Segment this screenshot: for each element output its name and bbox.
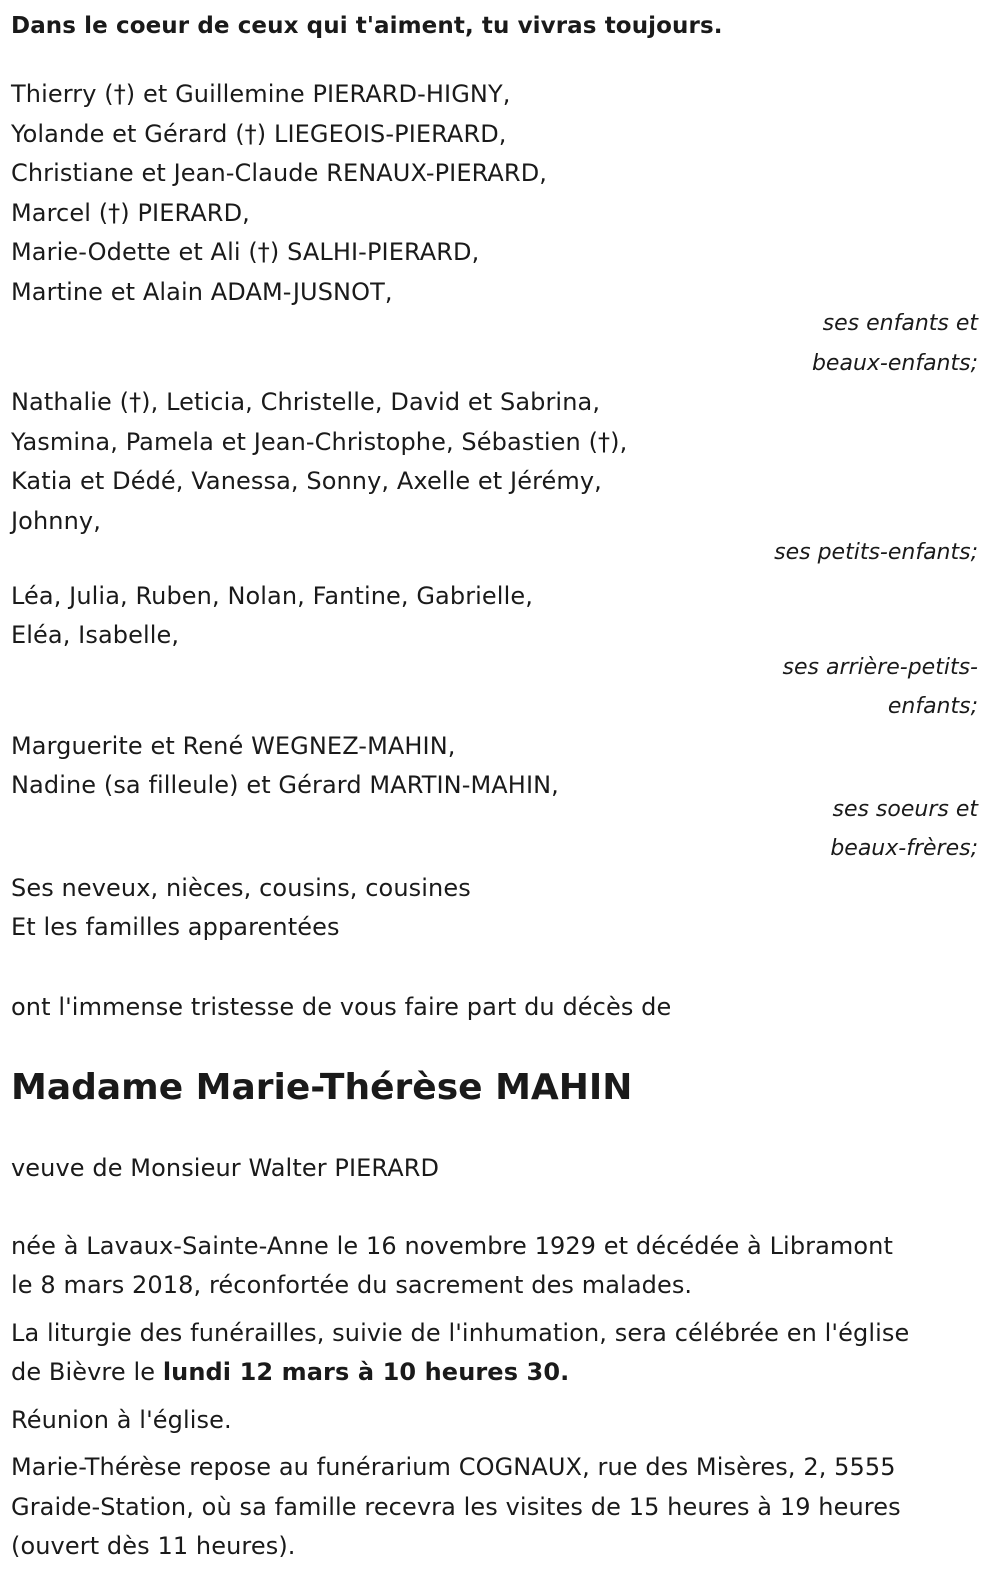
paragraph-line: La liturgie des funérailles, suivie de l'inhumation, sera célébrée en l'église xyxy=(11,1318,910,1347)
family-line: Yasmina, Pamela et Jean-Christophe, Sébastien (†), xyxy=(11,427,628,456)
paragraph-line: le 8 mars 2018, réconfortée du sacrement des malades. xyxy=(11,1271,693,1299)
relation-line: ses soeurs et xyxy=(832,796,978,822)
family-line: Nathalie (†), Leticia, Christelle, David et Sabrina, xyxy=(11,388,601,416)
funeral-paragraph xyxy=(11,1314,978,1393)
visitation-paragraph xyxy=(11,1448,978,1567)
funeral-date: lundi 12 mars à 10 heures 30. xyxy=(162,1358,570,1386)
family-line: Martine et Alain ADAM-JUSNOT, xyxy=(11,277,393,306)
relation-line: enfants; xyxy=(887,694,978,719)
meeting-text: Réunion à l'église. xyxy=(11,1405,232,1434)
paragraph-line: (ouvert dès 11 heures). xyxy=(11,1532,296,1560)
funeral-date-prefix: de Bièvre le xyxy=(11,1358,163,1386)
paragraph-line: née à Lavaux-Sainte-Anne le 16 novembre 1929 et décédée à Libramont xyxy=(11,1231,894,1260)
family-line: Eléa, Isabelle, xyxy=(11,621,180,649)
family-line: Yolande et Gérard (†) LIEGEOIS-PIERARD, xyxy=(11,119,507,148)
family-line: Ses neveux, nièces, cousins, cousines xyxy=(11,873,471,902)
family-line: Marguerite et René WEGNEZ-MAHIN, xyxy=(11,731,456,760)
family-line: Thierry (†) et Guillemine PIERARD-HIGNY, xyxy=(11,80,511,108)
relation-line: ses arrière-petits- xyxy=(782,654,978,680)
relatives-group xyxy=(11,869,978,948)
family-line: Nadine (sa filleule) et Gérard MARTIN-MAHIN, xyxy=(11,771,559,799)
family-line: Marcel (†) PIERARD, xyxy=(11,198,250,227)
siblings-group xyxy=(11,727,978,869)
deceased-name: Madame Marie-Thérèse MAHIN xyxy=(11,1067,633,1108)
family-line: Marie-Odette et Ali (†) SALHI-PIERARD, xyxy=(11,238,480,266)
paragraph-line: Graide-Station, où sa famille recevra les visites de 15 heures à 19 heures xyxy=(11,1492,901,1521)
birth-death-paragraph xyxy=(11,1227,978,1306)
family-line: Christiane et Jean-Claude RENAUX-PIERARD, xyxy=(11,159,548,187)
paragraph-line xyxy=(11,1353,978,1393)
widow-of-text: veuve de Monsieur Walter PIERARD xyxy=(11,1154,440,1182)
relation-label xyxy=(11,304,978,383)
family-line: Léa, Julia, Ruben, Nolan, Fantine, Gabrielle, xyxy=(11,581,533,610)
family-line: Et les familles apparentées xyxy=(11,913,340,941)
relation-line: ses petits-enfants; xyxy=(774,540,978,565)
grandchildren-group xyxy=(11,383,978,573)
relation-line: beaux-enfants; xyxy=(811,350,978,376)
relation-label xyxy=(11,648,978,727)
children-group xyxy=(11,75,978,383)
great-grandchildren-group xyxy=(11,577,978,727)
relation-line: beaux-frères; xyxy=(830,836,978,861)
paragraph-line: Marie-Thérèse repose au funérarium COGNAUX, rue des Misères, 2, 5555 xyxy=(11,1453,896,1481)
relation-label xyxy=(11,533,978,573)
announcement-text: ont l'immense tristesse de vous faire part du décès de xyxy=(11,992,672,1021)
family-line: Johnny, xyxy=(11,506,101,535)
family-line: Katia et Dédé, Vanessa, Sonny, Axelle et Jérémy, xyxy=(11,467,602,495)
relation-line: ses enfants et xyxy=(822,311,978,336)
motto: Dans le coeur de ceux qui t'aiment, tu vivras toujours. xyxy=(11,13,723,39)
